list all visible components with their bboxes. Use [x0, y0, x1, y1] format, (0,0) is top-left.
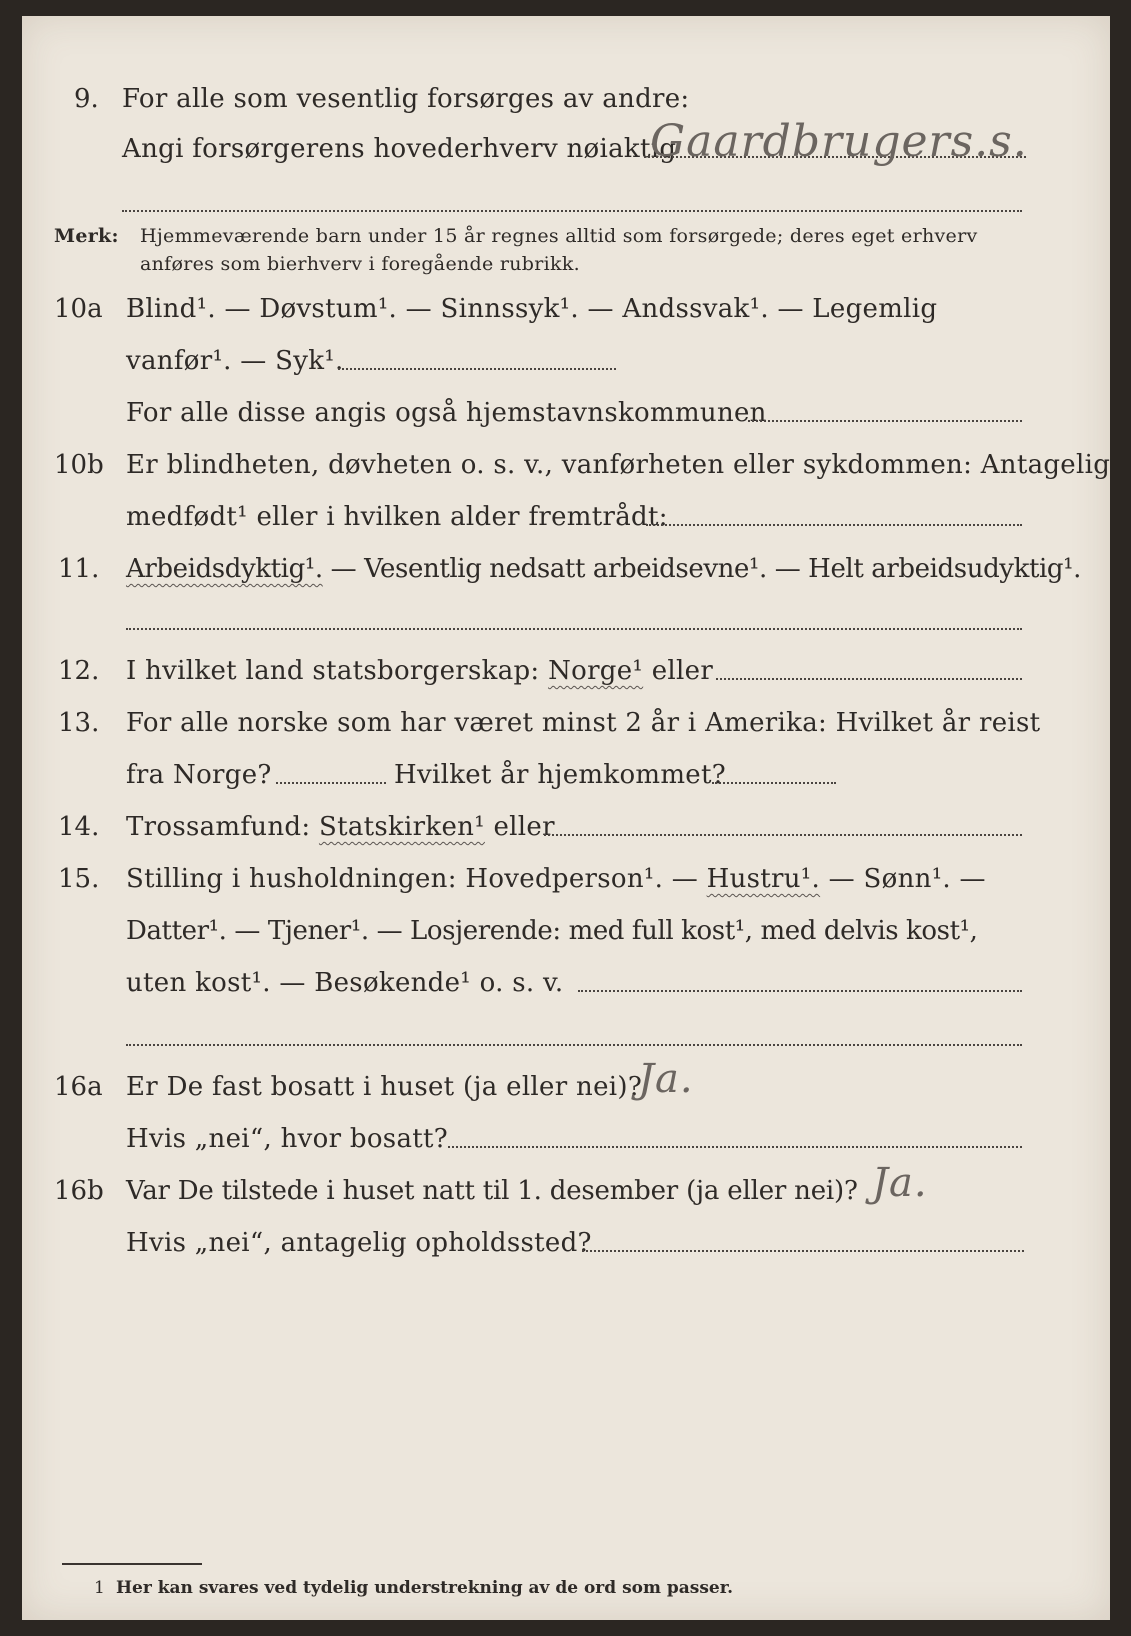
q16b-opholdssted-line[interactable]	[582, 1250, 1024, 1252]
q9-line1: For alle som vesentlig forsørges av andre:	[122, 84, 690, 114]
q12-suffix: eller	[643, 656, 714, 686]
q15-line2: Datter¹. — Tjener¹. — Losjerende: med full kost¹, med delvis kost¹,	[126, 916, 978, 946]
merk-line2: anføres som bierhverv i foregående rubrikk.	[140, 253, 580, 275]
q11-line	[126, 554, 1081, 584]
q9-extra-line[interactable]	[122, 210, 1022, 212]
q13-hjemkommet-line[interactable]	[712, 782, 836, 784]
q10a-hjemstavn-line[interactable]	[748, 420, 1022, 422]
q14-prefix: Trossamfund:	[126, 812, 319, 842]
q13-line2a: fra Norge?	[126, 760, 272, 790]
q9-line2: Angi forsørgerens hovederhverv nøiaktig	[122, 134, 677, 164]
q13-line1: For alle norske som har været minst 2 år i Amerika: Hvilket år reist	[126, 708, 1041, 738]
q10a-number: 10a	[54, 294, 103, 324]
q14-number: 14.	[58, 812, 100, 842]
q10b-line1: Er blindheten, døvheten o. s. v., vanførheten eller sykdommen: Antagelig	[126, 450, 1111, 480]
q16a-bosatt-line[interactable]	[448, 1146, 1022, 1148]
q16b-line2: Hvis „nei“, antagelig opholdssted?	[126, 1228, 592, 1258]
q12-answer-line[interactable]	[716, 678, 1022, 680]
q16a-line1: Er De fast bosatt i huset (ja eller nei)?	[126, 1072, 643, 1102]
q14-line	[126, 812, 555, 842]
q13-number: 13.	[58, 708, 100, 738]
q10b-answer-line[interactable]	[646, 524, 1022, 526]
q12-prefix: I hvilket land statsborgerskap:	[126, 656, 549, 686]
q10a-line1: Blind¹. — Døvstum¹. — Sinnssyk¹. — Andssvak¹. — Legemlig	[126, 294, 938, 324]
q16a-line2: Hvis „nei“, hvor bosatt?	[126, 1124, 448, 1154]
footnote-text: Her kan svares ved tydelig understrekning av de ord som passer.	[116, 1578, 734, 1598]
q15-extra-line[interactable]	[126, 1044, 1022, 1046]
q14-underlined-option[interactable]: Statskirken¹	[318, 812, 485, 842]
q11-number: 11.	[58, 554, 100, 584]
q15-line1	[126, 864, 986, 894]
q15-line1-a: Stilling i husholdningen: Hovedperson¹. —	[126, 864, 707, 894]
q10b-line2: medfødt¹ eller i hvilken alder fremtrådt:	[126, 502, 668, 532]
q15-answer-line[interactable]	[578, 990, 1022, 992]
q12-line	[126, 656, 713, 686]
q9-handwritten-answer: Gaardbrugers.s.	[650, 116, 1028, 167]
q10a-syk-line[interactable]	[338, 368, 616, 370]
merk-label: Merk:	[54, 225, 119, 247]
q15-line3: uten kost¹. — Besøkende¹ o. s. v.	[126, 968, 564, 998]
q11-extra-line[interactable]	[126, 628, 1022, 630]
q14-answer-line[interactable]	[544, 834, 1022, 836]
q12-number: 12.	[58, 656, 100, 686]
q16b-number: 16b	[54, 1176, 104, 1206]
q16a-handwritten-answer: Ja.	[638, 1056, 694, 1102]
q16a-number: 16a	[54, 1072, 103, 1102]
q13-reist-line[interactable]	[276, 782, 386, 784]
q10a-line2: vanfør¹. — Syk¹.	[126, 346, 344, 376]
q9-number: 9.	[74, 84, 99, 114]
q16b-line1: Var De tilstede i huset natt til 1. desember (ja eller nei)?	[126, 1176, 858, 1206]
q16b-handwritten-answer: Ja.	[872, 1160, 928, 1206]
census-form-page	[22, 16, 1110, 1620]
q15-line1-b: — Sønn¹. —	[820, 864, 986, 894]
merk-line1: Hjemmeværende barn under 15 år regnes alltid som forsørgede; deres eget erhverv	[140, 225, 978, 247]
q10a-line3: For alle disse angis også hjemstavnskommunen	[126, 398, 767, 428]
footnote-rule	[62, 1563, 202, 1565]
footnote-mark: 1	[94, 1578, 105, 1598]
q10b-number: 10b	[54, 450, 104, 480]
q15-number: 15.	[58, 864, 100, 894]
q14-suffix: eller	[484, 812, 555, 842]
q15-underlined-option[interactable]: Hustru¹.	[706, 864, 821, 894]
q12-underlined-option[interactable]: Norge¹	[548, 656, 644, 686]
q11-underlined-option[interactable]: Arbeidsdyktig¹.	[126, 554, 323, 584]
q11-rest: — Vesentlig nedsatt arbeidsevne¹. — Helt arbeidsudyktig¹.	[322, 554, 1082, 584]
q13-line2b: Hvilket år hjemkommet?	[394, 760, 726, 790]
